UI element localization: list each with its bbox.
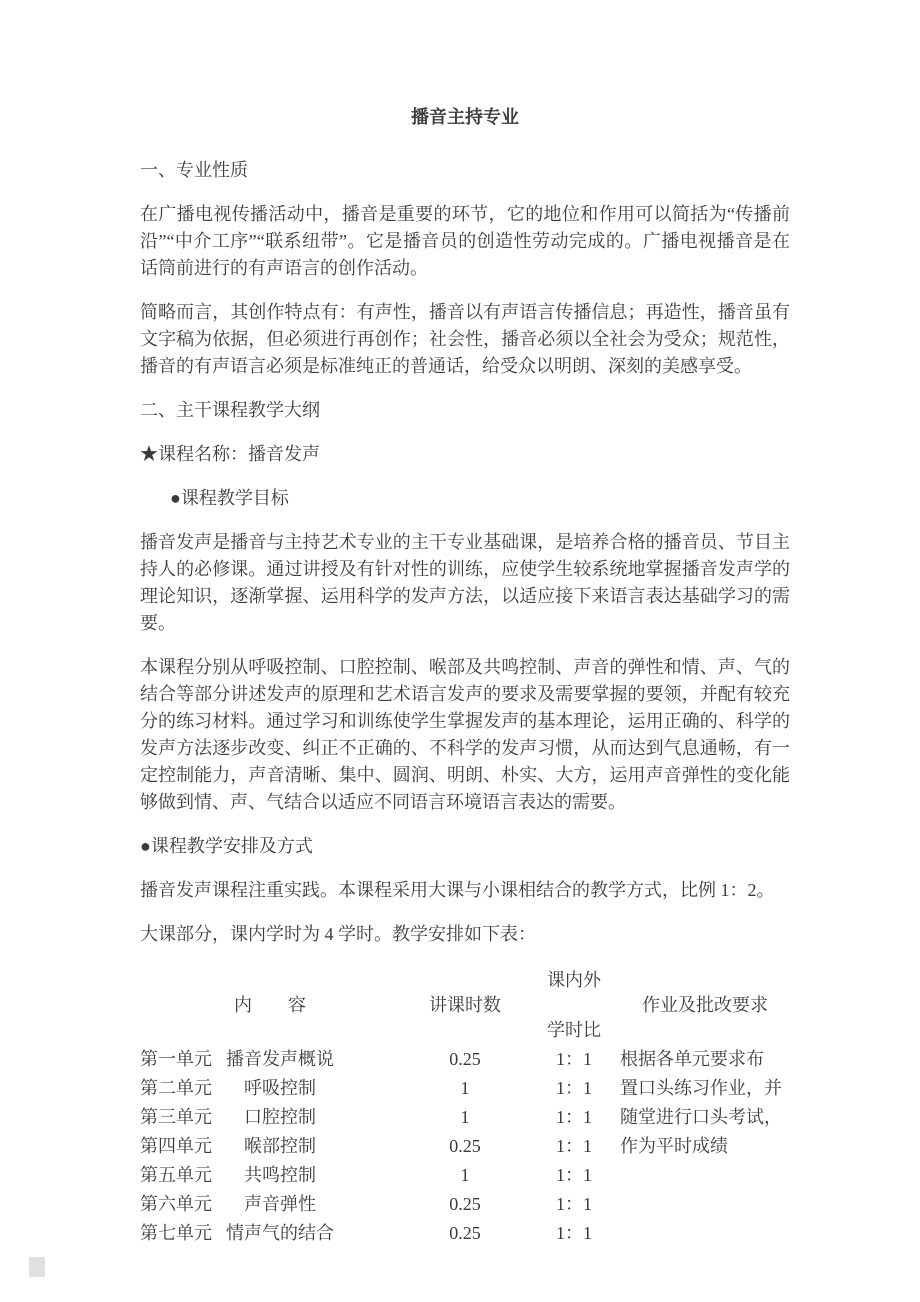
table-header-row	[140, 965, 790, 1045]
paragraph-profession-overview: 在广播电视传播活动中，播音是重要的环节，它的地位和作用可以简括为“传播前沿”“中介工序”“联系纽带”。它是播音员的创造性劳动完成的。广播电视播音是在话筒前进行的有声语言的创作活动。	[140, 204, 790, 278]
table-header-ratio	[530, 965, 618, 1045]
content-cell	[140, 1219, 400, 1248]
course-schedule-table	[140, 965, 790, 1248]
unit-label: 第七单元	[140, 1223, 212, 1243]
hours-cell: 1	[460, 1078, 470, 1098]
unit-label: 第四单元	[140, 1136, 212, 1156]
content-cell	[140, 1132, 400, 1161]
unit-label: 第二单元	[140, 1078, 212, 1098]
content-label: 共鸣控制	[244, 1165, 316, 1185]
ratio-cell: 1：1	[556, 1049, 592, 1069]
heading-section-2: 二、主干课程教学大纲	[140, 400, 320, 420]
hours-cell: 0.25	[449, 1194, 481, 1214]
hours-cell: 1	[460, 1107, 470, 1127]
table-header-ratio-top: 课内外	[547, 970, 601, 990]
page-corner-artifact	[29, 1257, 45, 1277]
table-row-unit-3	[140, 1103, 790, 1132]
unit-label: 第一单元	[140, 1049, 212, 1069]
content-label: 播音发声概说	[226, 1049, 334, 1069]
table-row-unit-5	[140, 1161, 790, 1190]
hours-cell: 0.25	[449, 1049, 481, 1069]
document-title: 播音主持专业	[411, 107, 519, 127]
table-header-hours: 讲课时数	[429, 995, 501, 1015]
table-row-unit-1	[140, 1045, 790, 1074]
content-cell	[140, 1045, 400, 1074]
table-row-unit-4	[140, 1132, 790, 1161]
remark-cell: 置口头练习作业，并	[620, 1078, 782, 1098]
table-row-unit-6	[140, 1190, 790, 1219]
content-label: 呼吸控制	[244, 1078, 316, 1098]
remark-cell	[618, 1219, 790, 1248]
heading-course-arrangement: ●课程教学安排及方式	[140, 836, 313, 856]
unit-label: 第三单元	[140, 1107, 212, 1127]
ratio-cell: 1：1	[556, 1078, 592, 1098]
hours-cell: 1	[460, 1165, 470, 1185]
ratio-cell: 1：1	[556, 1107, 592, 1127]
unit-label: 第六单元	[140, 1194, 212, 1214]
heading-course-goal: ●课程教学目标	[170, 488, 289, 508]
remark-cell: 随堂进行口头考试，	[620, 1107, 782, 1127]
content-label: 喉部控制	[244, 1136, 316, 1156]
content-label: 声音弹性	[244, 1194, 316, 1214]
table-header-content: 内 容	[234, 995, 306, 1015]
paragraph-creation-features: 简略而言，其创作特点有：有声性，播音以有声语言传播信息；再造性，播音虽有文字稿为依据，但必须进行再创作；社会性，播音必须以全社会为受众；规范性，播音的有声语言必须是标准纯正的普通话，给受众以明朗、深刻的美感享受。	[140, 302, 790, 376]
hours-cell: 0.25	[449, 1223, 481, 1243]
ratio-cell: 1：1	[556, 1136, 592, 1156]
content-cell	[140, 1103, 400, 1132]
content-cell	[140, 1074, 400, 1103]
content-label: 情声气的结合	[226, 1223, 334, 1243]
paragraph-course-goal-2: 本课程分别从呼吸控制、口腔控制、喉部及共鸣控制、声音的弹性和情、声、气的结合等部分讲述发声的原理和艺术语言发声的要求及需要掌握的要领，并配有较充分的练习材料。通过学习和训练使学生掌握发声的基本理论，运用正确的、科学的发声方法逐步改变、纠正不正确的、不科学的发声习惯，从而达到气息通畅，有一定控制能力，声音清晰、集中、圆润、明朗、朴实、大方，运用声音弹性的变化能够做到情、声、气结合以适应不同语言环境语言表达的需要。	[140, 657, 790, 812]
hours-cell: 0.25	[449, 1136, 481, 1156]
content-cell	[140, 1161, 400, 1190]
content-cell	[140, 1190, 400, 1219]
table-header-ratio-bottom: 学时比	[547, 1020, 601, 1040]
remark-cell	[618, 1190, 790, 1219]
heading-section-1: 一、专业性质	[140, 160, 248, 180]
heading-course-name: ★课程名称：播音发声	[140, 444, 320, 464]
unit-label: 第五单元	[140, 1165, 212, 1185]
remark-cell	[618, 1161, 790, 1190]
paragraph-arrangement-hours: 大课部分，课内学时为 4 学时。教学安排如下表：	[140, 924, 536, 944]
remark-cell: 根据各单元要求布	[620, 1049, 764, 1069]
remark-cell: 作为平时成绩	[620, 1136, 728, 1156]
ratio-cell: 1：1	[556, 1194, 592, 1214]
table-row-unit-7	[140, 1219, 790, 1248]
table-row-unit-2	[140, 1074, 790, 1103]
table-header-homework: 作业及批改要求	[642, 995, 768, 1015]
ratio-cell: 1：1	[556, 1165, 592, 1185]
paragraph-arrangement-ratio: 播音发声课程注重实践。本课程采用大课与小课相结合的教学方式，比例 1：2。	[140, 880, 775, 900]
ratio-cell: 1：1	[556, 1223, 592, 1243]
paragraph-course-goal-1: 播音发声是播音与主持艺术专业的主干专业基础课，是培养合格的播音员、节目主持人的必修课。通过讲授及有针对性的训练，应使学生较系统地掌握播音发声学的理论知识，逐渐掌握、运用科学的发声方法，以适应接下来语言表达基础学习的需要。	[140, 532, 790, 633]
content-label: 口腔控制	[244, 1107, 316, 1127]
